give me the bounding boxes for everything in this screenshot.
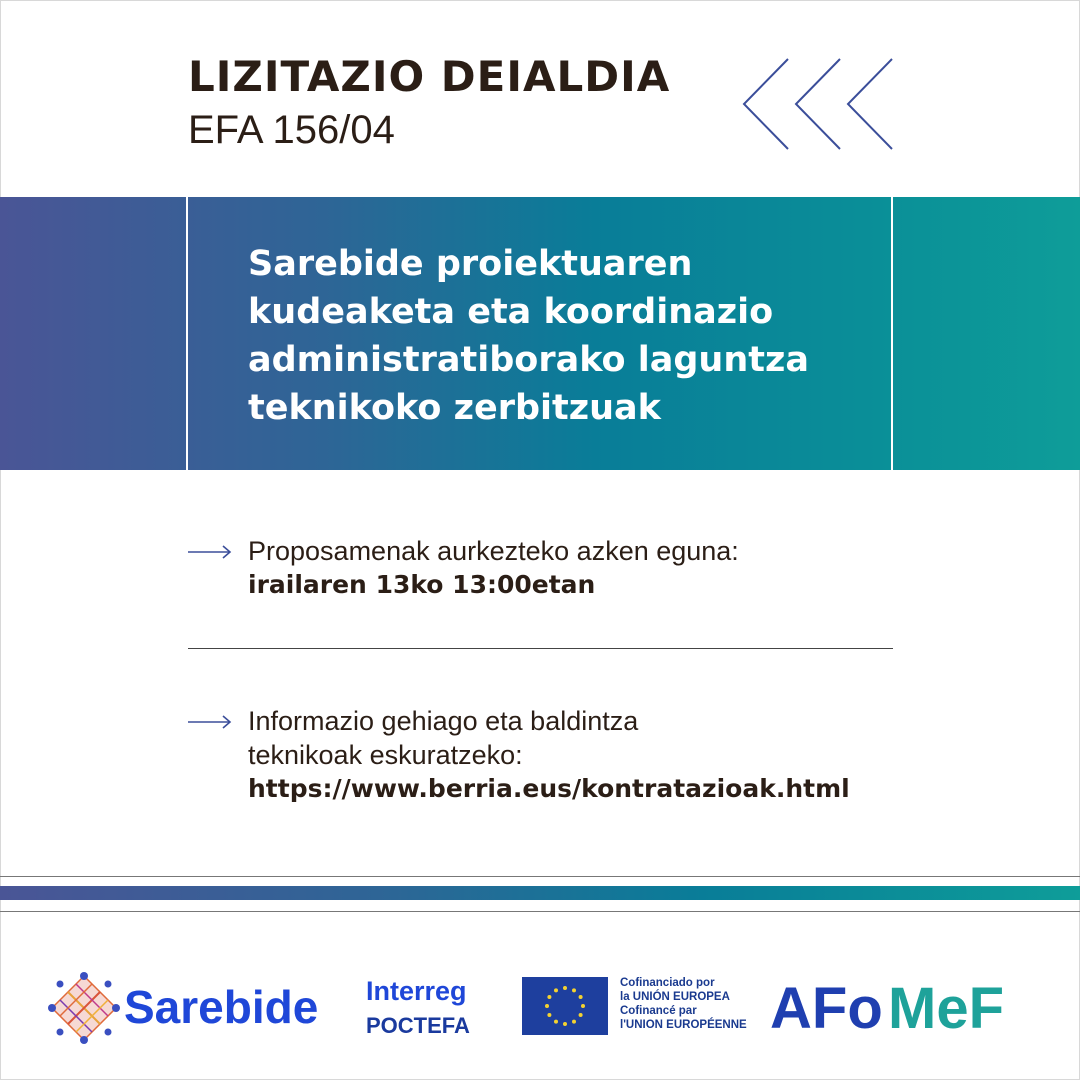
service-heading-line: kudeaketa eta koordinazio	[248, 292, 774, 332]
eu-text-line: l'UNION EUROPÉENNE	[620, 1019, 747, 1031]
afomef-logo-left: AFo	[770, 976, 883, 1041]
eu-text-line: Cofinancé par	[620, 1005, 697, 1017]
sarebide-logo-text: Sarebide	[124, 981, 319, 1033]
page-title: LIZITAZIO DEIALDIA	[188, 52, 671, 101]
band-divider-right	[891, 197, 893, 470]
more-info-url[interactable]: https://www.berria.eus/kontratazioak.html	[248, 774, 850, 803]
footer-gradient-stripe	[0, 886, 1080, 900]
section-divider	[188, 648, 893, 649]
arrow-right-icon	[188, 545, 232, 559]
afomef-logo-right: MeF	[888, 976, 1004, 1041]
stripe-border-bottom	[0, 911, 1080, 912]
more-info-block	[248, 704, 948, 806]
poctefa-logo-text: POCTEFA	[366, 1013, 470, 1038]
service-heading-line: administratiborako laguntza	[248, 340, 809, 380]
arrow-right-icon	[188, 715, 232, 729]
sponsor-logos	[0, 960, 1080, 1050]
eu-text-line: Cofinanciado por	[620, 977, 715, 989]
deadline-value: irailaren 13ko 13:00etan	[248, 570, 596, 599]
tender-code: EFA 156/04	[188, 108, 395, 152]
triple-chevron-left-icon	[740, 55, 900, 153]
service-heading-line: Sarebide proiektuaren	[248, 244, 693, 284]
deadline-label: Proposamenak aurkezteko azken eguna:	[248, 536, 739, 566]
more-info-label: Informazio gehiago eta baldintza	[248, 706, 639, 736]
sarebide-network-icon	[48, 972, 120, 1044]
deadline-block	[248, 534, 908, 602]
band-divider-left	[186, 197, 188, 470]
service-heading-line: teknikoko zerbitzuak	[248, 388, 661, 428]
eu-text-line: la UNIÓN EUROPEA	[620, 991, 730, 1003]
service-heading	[248, 240, 868, 432]
afomef-logo	[770, 974, 1010, 1044]
eu-cofinancing-text	[620, 976, 747, 1032]
stripe-border-top	[0, 876, 1080, 877]
more-info-label: teknikoak eskuratzeko:	[248, 740, 523, 770]
eu-flag-icon	[522, 977, 608, 1035]
interreg-logo-text: Interreg	[366, 976, 467, 1006]
